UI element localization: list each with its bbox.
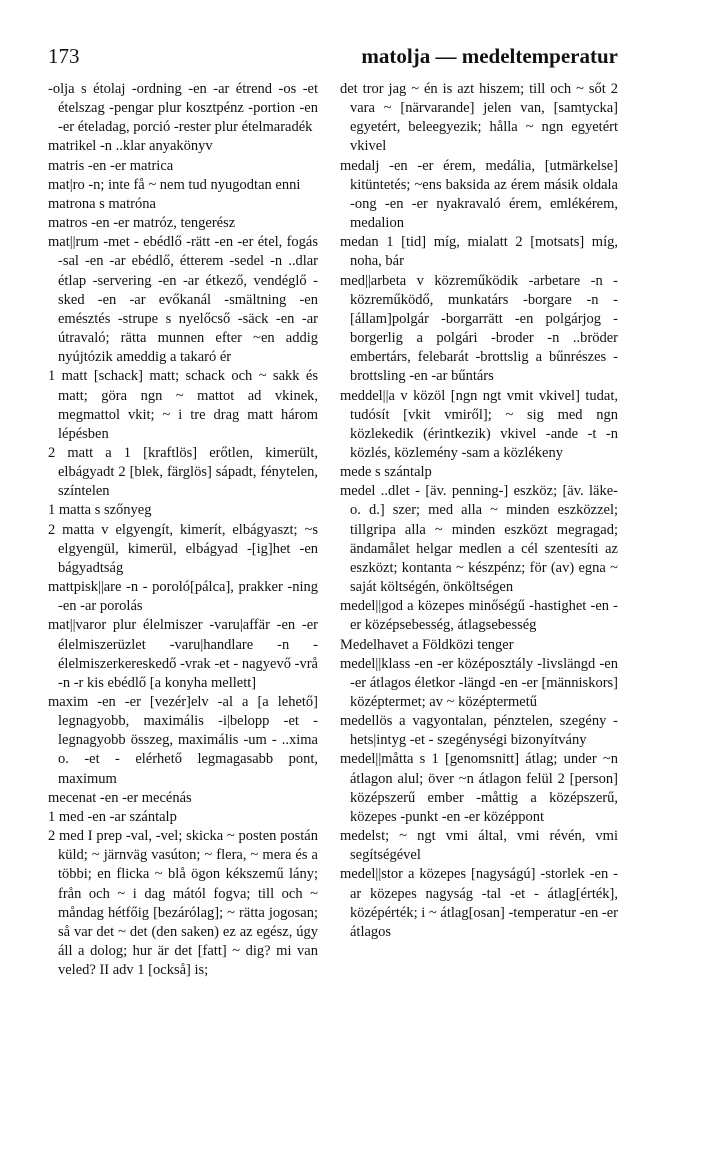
dictionary-entry: matrikel -n ..klar anyakönyv: [48, 138, 213, 155]
dictionary-entry: matrona s matróna: [48, 195, 156, 212]
right-column: [340, 80, 618, 1140]
dictionary-entry: medellös a vagyontalan, pénztelen, szegény -hets|intyg -et - szegénységi bizonyítvány: [340, 713, 618, 749]
dictionary-entry: mede s szántalp: [340, 464, 432, 481]
dictionary-entry: 2 matt a 1 [kraftlös] erőtlen, kimerült, elbágyadt 2 [blek, färglös] sápadt, fénytelen, színtelen: [48, 444, 318, 500]
dictionary-entry: 1 matta s szőnyeg: [48, 502, 152, 519]
dictionary-entry: matris -en -er matrica: [48, 157, 174, 174]
page-number: 173: [48, 44, 80, 68]
dictionary-entry: 1 med -en -ar szántalp: [48, 808, 177, 825]
dictionary-entry: 2 matta v elgyengít, kimerít, elbágyaszt; ~s elgyengül, kimerül, elbágyad -[ig]het -en bágyadtság: [48, 521, 318, 576]
dictionary-entry: Medelhavet a Földközi tenger: [340, 636, 514, 653]
dictionary-entry: 1 matt [schack] matt; schack och ~ sakk és matt; göra ngn ~ mattot ad vkinek, megmattol vkit; ~ i tre drag matt három lépésben: [48, 368, 318, 442]
dictionary-entry: medelst; ~ ngt vmi által, vmi révén, vmi segítségével: [340, 828, 618, 864]
dictionary-entry: mecenat -en -er mecénás: [48, 789, 192, 806]
dictionary-entry: maxim -en -er [vezér]elv -al a [a lehető] legnagyobb, maximális -i|belopp -et - legnagyobb összeg, maximális -um - ..xima o. -et - elérhető legmagasabb pont, maximum: [48, 694, 318, 787]
running-head: matolja — medeltemperatur: [361, 44, 618, 68]
dictionary-entry: medel ..dlet - [äv. penning-] eszköz; [äv. läke- o. d.] szer; med alla ~ minden eszközzel; tillgripa alla ~ minden eszközt megragad; ändamålet helgar medlen a cél szentesíti az eszközt; kontanta ~ készpénz; för (av) egna ~ saját költségén, önköltségen: [340, 483, 618, 596]
dictionary-entry: med||arbeta v közreműködik -arbetare -n - közreműködő, munkatárs -borgare -n - [állam]polgár -borgarrätt -en polgárjog -borgerlig a polgári -broder -n ..bröder embertárs, felebarát -brottslig a bűnrészes -brottsling -en -ar bűntárs: [340, 272, 618, 385]
dictionary-entry: medel||klass -en -er középosztály -livslängd -en -er átlagos életkor -längd -en -er [människors] középtermet; av ~ középtermetű: [340, 655, 618, 710]
dictionary-entry: medel||stor a közepes [nagyságú] -storlek -en -ar közepes nagyság -tal -et - átlag[érték], középérték; i ~ átlag[osan] -temperatur -en -er átlagos: [340, 866, 618, 940]
left-column: [48, 80, 318, 1140]
dictionary-entry: -olja s étolaj -ordning -en -ar étrend -os -et ételszag -pengar plur kosztpénz -portion -en -er ételadag, porció -rester plur ételmaradék: [48, 81, 318, 136]
dictionary-entry: medalj -en -er érem, medália, [utmärkelse] kitüntetés; ~ens baksida az érem másik oldala -ong -en -er nyakravaló érem, emlékérem, medalion: [340, 157, 618, 232]
dictionary-entry: medel||måtta s 1 [genomsnitt] átlag; under ~n átlagon alul; över ~n átlagon felül 2 [person] középszerű ember -måttig a középszerű, közepes -punkt -en -er középpont: [340, 751, 618, 825]
dictionary-entry: mat|ro -n; inte få ~ nem tud nyugodtan enni: [48, 176, 301, 193]
dictionary-entry: medan 1 [tid] míg, mialatt 2 [motsats] míg, noha, bár: [340, 234, 618, 270]
dictionary-entry: 2 med I prep -val, -vel; skicka ~ posten postán küld; ~ järnväg vasúton; ~ flera, ~ mera és a többi; en flicka ~ blå ögon kékszemű lány; från och ~ i dag mától fogva; till och ~ måndag hétfőig [bezárólag]; ~ rätta jogosan; så var det ~ det (den saken) ez az egész, úgy áll a dolog; hur är det [fatt] ~ dig? mi van veled? II adv 1 [också] is;: [48, 828, 318, 979]
dictionary-entry: meddel||a v közöl [ngn ngt vmit vkivel] tudat, tudósít [vkit vmiről]; ~ sig med ngn közlekedik (érintkezik) vkivel -ande -t -n közlés, közlemény -sam a közlékeny: [340, 387, 618, 461]
dictionary-entry: mat||rum -met - ebédlő -rätt -en -er étel, fogás -sal -en -ar ebédlő, étterem -sedel -n ..dlar étlap -servering -en -ar étkező, vendéglő -sked -en -ar evőkanál -smältning -en emésztés -strupe s nyelőcső -säck -en -ar útravaló; rätta munnen efter ~en addig nyújtózik ameddig a takaró ér: [48, 234, 318, 366]
dictionary-entry: matros -en -er matróz, tengerész: [48, 215, 236, 232]
dictionary-entry: mat||varor plur élelmiszer -varu|affär -en -er élelmiszerüzlet -varu|handlare -n - élelmiszerkereskedő -vrak -et - nagyevő -vrå -n -r kis ebédlő [a konyha mellett]: [48, 617, 318, 691]
dictionary-entry: mattpisk||are -n - poroló[pálca], prakker -ning -en -ar porolás: [48, 579, 318, 615]
page-header: [48, 44, 618, 74]
dictionary-entry: det tror jag ~ én is azt hiszem; till och ~ sőt 2 vara ~ [närvarande] jelen van, [samtycka] egyetért, beleegyezik; hålla ~ ngn egyetért vkivel: [340, 81, 618, 155]
dictionary-entry: medel||god a közepes minőségű -hastighet -en -er középsebesség, átlagsebesség: [340, 598, 618, 634]
